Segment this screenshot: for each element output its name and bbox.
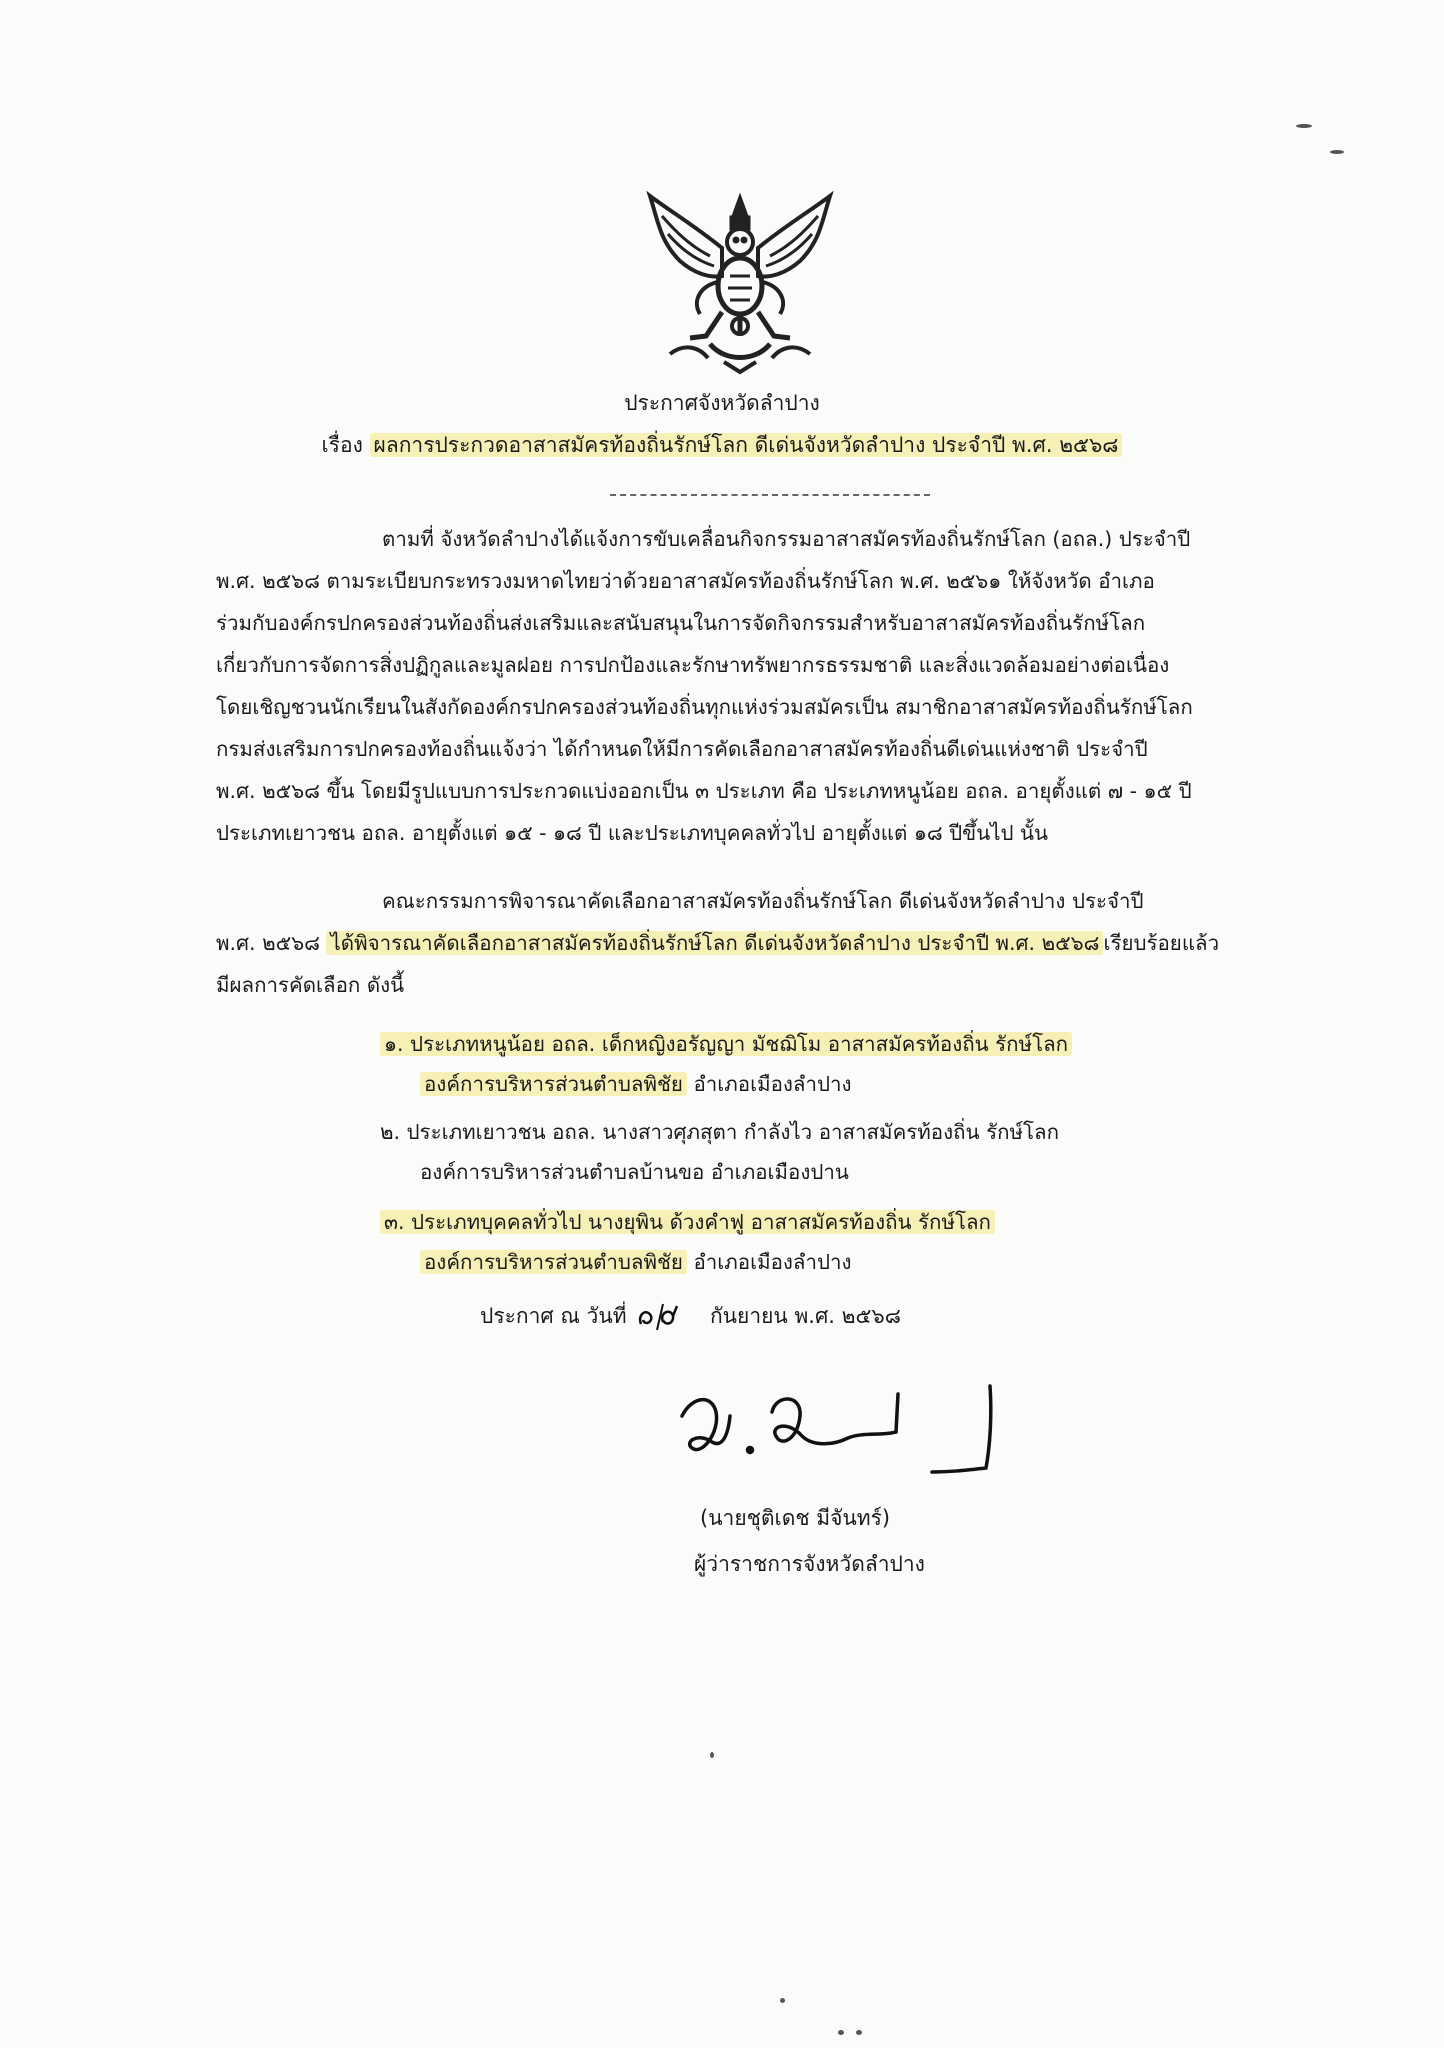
- paragraph1-line: ร่วมกับองค์กรปกครองส่วนท้องถิ่นส่งเสริมและสนับสนุนในการจัดกิจกรรมสำหรับอาสาสมัครท้องถิ่นรักษ์โลก: [216, 611, 1146, 635]
- paragraph2-line: [216, 922, 1316, 964]
- scan-speck: [838, 2030, 844, 2035]
- separator-line: [610, 494, 930, 496]
- announcement-text: ประกาศจังหวัดลำปาง: [624, 391, 820, 415]
- subject-line: [0, 430, 1444, 460]
- result-district: อำเภอเมืองลำปาง: [693, 1250, 852, 1274]
- result-organization: องค์การบริหารส่วนตำบลพิชัย: [420, 1250, 687, 1274]
- date-suffix: กันยายน พ.ศ. ๒๕๖๘: [709, 1304, 901, 1328]
- paragraph2-highlight: ได้พิจารณาคัดเลือกอาสาสมัครท้องถิ่นรักษ์โลก ดีเด่นจังหวัดลำปาง ประจำปี พ.ศ. ๒๕๖๘: [326, 931, 1103, 955]
- paragraph2-line: คณะกรรมการพิจารณาคัดเลือกอาสาสมัครท้องถิ่นรักษ์โลก ดีเด่นจังหวัดลำปาง ประจำปี: [382, 889, 1144, 913]
- announcement-title: [0, 388, 1444, 418]
- scan-speck: [710, 1752, 714, 1758]
- signer-position: ผู้ว่าราชการจังหวัดลำปาง: [694, 1552, 925, 1576]
- signer-name: (นายชุติเดช มีจันทร์): [700, 1506, 891, 1530]
- result-category-name: ๒. ประเภทเยาวชน อถล. นางสาวศุภสุตา กำลังไว อาสาสมัครท้องถิ่น รักษ์โลก: [380, 1120, 1059, 1144]
- paragraph-decision: [216, 880, 1316, 1006]
- subject-prefix: เรื่อง: [321, 433, 363, 457]
- announcement-date: [480, 1300, 901, 1332]
- result-organization: องค์การบริหารส่วนตำบลพิชัย: [420, 1072, 687, 1096]
- scan-speck: [780, 1998, 785, 2003]
- result-district: อำเภอเมืองลำปาง: [693, 1072, 852, 1096]
- paragraph1-line: เกี่ยวกับการจัดการสิ่งปฏิกูลและมูลฝอย การปกป้องและรักษาทรัพยากรธรรมชาติ และสิ่งแวดล้อมอย่างต่อเนื่อง: [216, 653, 1170, 677]
- result-item: [380, 1024, 1280, 1104]
- garuda-emblem-icon: [640, 186, 840, 376]
- paragraph1-line: ประเภทเยาวชน อถล. อายุตั้งแต่ ๑๕ - ๑๘ ปี และประเภทบุคคลทั่วไป อายุตั้งแต่ ๑๘ ปีขึ้นไป นั้น: [216, 821, 1049, 845]
- subject-text: ผลการประกวดอาสาสมัครท้องถิ่นรักษ์โลก ดีเด่นจังหวัดลำปาง ประจำปี พ.ศ. ๒๕๖๘: [370, 433, 1123, 457]
- handwritten-signature-icon: [672, 1376, 1012, 1486]
- paragraph1-line: พ.ศ. ๒๕๖๘ ขึ้น โดยมีรูปแบบการประกวดแบ่งออกเป็น ๓ ประเภท คือ ประเภทหนูน้อย อถล. อายุตั้งแต่ ๗ - ๑๕ ปี: [216, 779, 1192, 803]
- paragraph1-line: ตามที่ จังหวัดลำปางได้แจ้งการขับเคลื่อนกิจกรรมอาสาสมัครท้องถิ่นรักษ์โลก (อถล.) ประจำปี: [382, 527, 1191, 551]
- result-category-name: ๑. ประเภทหนูน้อย อถล. เด็กหญิงอรัญญา มัชฌิโม อาสาสมัครท้องถิ่น รักษ์โลก: [380, 1032, 1072, 1056]
- handwritten-day-icon: [633, 1302, 703, 1332]
- paragraph2-suffix: เรียบร้อยแล้ว: [1103, 931, 1220, 955]
- scan-speck: [1330, 150, 1344, 154]
- scan-speck: [1296, 124, 1312, 128]
- result-item: [380, 1112, 1280, 1192]
- paragraph-background: [216, 518, 1316, 854]
- result-district: อำเภอเมืองปาน: [710, 1160, 849, 1184]
- result-organization: องค์การบริหารส่วนตำบลบ้านขอ: [420, 1160, 705, 1184]
- result-item: [380, 1202, 1280, 1282]
- date-prefix: ประกาศ ณ วันที่: [480, 1304, 627, 1328]
- paragraph1-line: โดยเชิญชวนนักเรียนในสังกัดองค์กรปกครองส่วนท้องถิ่นทุกแห่งร่วมสมัครเป็น สมาชิกอาสาสมัครท้องถิ่นรักษ์โลก: [216, 695, 1193, 719]
- paragraph1-line: กรมส่งเสริมการปกครองท้องถิ่นแจ้งว่า ได้กำหนดให้มีการคัดเลือกอาสาสมัครท้องถิ่นดีเด่นแห่งชาติ ประจำปี: [216, 737, 1148, 761]
- scan-speck: [856, 2030, 862, 2035]
- paragraph1-line: พ.ศ. ๒๕๖๘ ตามระเบียบกระทรวงมหาดไทยว่าด้วยอาสาสมัครท้องถิ่นรักษ์โลก พ.ศ. ๒๕๖๑ ให้จังหวัด อำเภอ: [216, 569, 1155, 593]
- result-category-name: ๓. ประเภทบุคคลทั่วไป นางยุพิน ด้วงคำฟู อาสาสมัครท้องถิ่น รักษ์โลก: [380, 1210, 995, 1234]
- paragraph2-year: พ.ศ. ๒๕๖๘: [216, 931, 320, 955]
- paragraph2-line: มีผลการคัดเลือก ดังนี้: [216, 973, 405, 997]
